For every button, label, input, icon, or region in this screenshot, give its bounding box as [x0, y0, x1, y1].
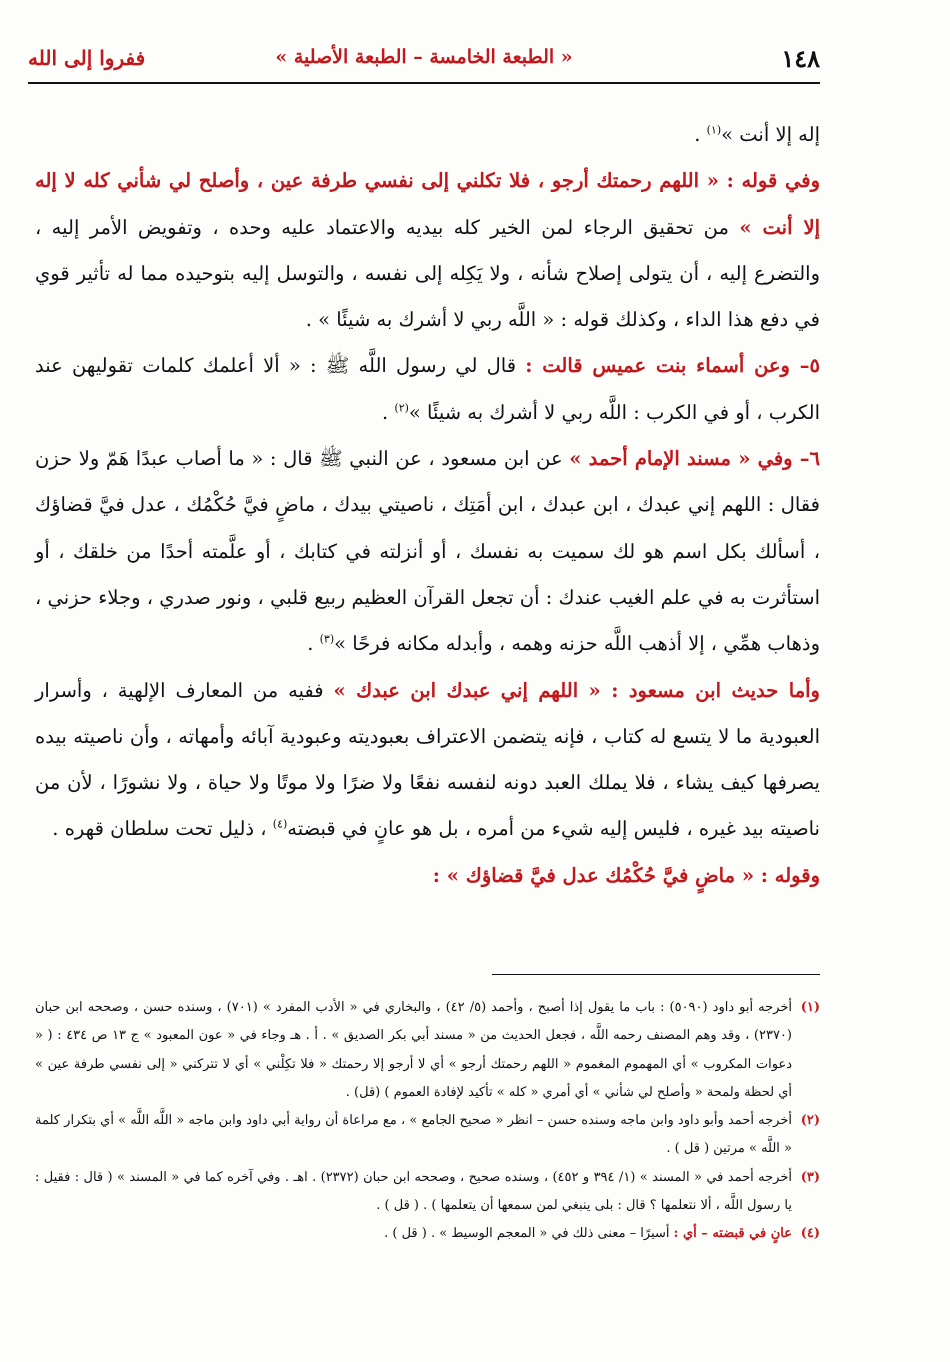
footnote-ref-3[interactable]: (٣) — [319, 632, 335, 646]
main-text — [35, 112, 820, 899]
footnote-ref-1[interactable]: (١) — [706, 123, 722, 137]
footnotes — [35, 994, 820, 1249]
highlighted-heading: ٥– وعن أسماء بنت عميس قالت : — [525, 354, 820, 378]
footnote-4: (٤) عانٍ في قبضته – أي : أسيرًا – معنى ذلك في « المعجم الوسيط » . ( قل ) . — [35, 1220, 820, 1248]
paragraph-5: وأما حديث ابن مسعود : « اللهم إني عبدك ابن عبدك » ففيه من المعارف الإلهية ، وأسرار العبودية ما لا يتسع له كتاب ، فإنه يتضمن الاعتراف بعبوديته وعبودية آبائه وأمهاته ، وأن ناصيته بيده يصرفها كيف يشاء ، فلا يملك العبد دونه لنفسه نفعًا ولا ضرًا ولا موتًا ولا حياة ، ولا نشورًا ، لأن من ناصيته بيد غيره ، فليس إليه شيء من أمره ، بل هو عانٍ في قبضته$^{(٤)}$ ، ذليل تحت سلطان قهره . — [35, 678, 820, 841]
footnote-number: (٤) — [800, 1226, 820, 1242]
book-title: ففروا إلى الله — [28, 46, 146, 70]
edition-label: « الطبعة الخامسة – الطبعة الأصلية » — [275, 46, 573, 68]
footnote-ref-2[interactable]: (٢) — [394, 401, 409, 415]
header-divider — [28, 82, 820, 84]
footnote-number: (٣) — [800, 1169, 820, 1185]
footnote-number: (١) — [800, 1000, 820, 1015]
paragraph-3: ٥– وعن أسماء بنت عميس قالت : قال لي رسول اللَّه ﷺ : « ألا أعلمك كلمات تقوليهن عند الكرب ، أو في الكرب : اللَّه ربي لا أشرك به شيئًا »$^{(٢)}$ . — [35, 354, 820, 424]
paragraph-1: إله إلا أنت »$^{(١)}$ . — [694, 123, 820, 146]
footnote-2: (٢) أخرجه أحمد وأبو داود وابن ماجه وسنده حسن – انظر « صحيح الجامع » ، مع مراعاة أن رواية أبي داود وابن ماجه « اللَّه اللَّه » أي بتكرار كلمة « اللَّه » مرتين ( قل ) . — [35, 1107, 820, 1164]
highlighted-quote: وفي قوله : « اللهم رحمتك أرجو ، فلا تكلني إلى نفسي طرفة عين ، وأصلح لي شأني كله لا إله إلا أنت » — [35, 169, 821, 239]
footnote-ref-4[interactable]: (٤) — [272, 817, 288, 831]
paragraph-6 — [35, 853, 820, 899]
highlighted-heading: ٦– وفي « مسند الإمام أحمد » — [569, 447, 820, 471]
footnote-divider — [492, 974, 820, 975]
footnote-3: (٣) أخرجه أحمد في « المسند » (١/ ٣٩٤ و ٤٥٢) ، وسنده صحيح ، وصححه ابن حبان (٢٣٧٢) . اهـ . وفي آخره كما في « المسند » ( قال : فقيل : يا رسول اللَّه ، ألا نتعلمها ؟ قال : بلى ينبغي لمن سمعها أن يتعلمها ) . ( قل ) . — [35, 1164, 820, 1221]
highlighted-heading: وقوله : « ماضٍ فيَّ حُكْمُك عدل فيَّ قضاؤك » : — [432, 863, 820, 887]
footnote-1: (١) أخرجه أبو داود (٥٠٩٠) : باب ما يقول إذا أصبح ، وأحمد (٥/ ٤٢) ، والبخاري في « الأدب المفرد » (٧٠١) ، وسنده حسن ، وصححه ابن حبان (٢٣٧٠) ، وقد وهم المصنف رحمه اللَّه ، فجعل الحديث من « مسند أبي بكر الصديق » . أ . هـ وجاء في « عون المعبود » ج ١٣ ص ٤٣٤ : ( « دعوات المكروب » أي المهموم المغموم « اللهم رحمتك أرجو » أي لا أرجو إلا رحمتك « فلا تكِلْني » أي لا تتركني « إلى نفسي طرفة عين » أي لحظة ولمحة « وأصلح لي شأني » أي أمري « كله » تأكيد لإفادة العموم ) (قل) . — [35, 994, 820, 1107]
page-header — [28, 40, 820, 80]
paragraph-2: وفي قوله : « اللهم رحمتك أرجو ، فلا تكلني إلى نفسي طرفة عين ، وأصلح لي شأني كله لا إله إلا أنت » من تحقيق الرجاء لمن الخير كله بيديه والاعتماد عليه وحده ، وتفويض الأمر إليه ، والتضرع إليه ، أن يتولى إصلاح شأنه ، ولا يَكِله إلى نفسه ، والتوسل إليه بتوحيده مما له تأثير قوي في دفع هذا الداء ، وكذلك قوله : « اللَّه ربي لا أشرك به شيئًا » . — [35, 169, 821, 332]
highlighted-heading: وأما حديث ابن مسعود : « اللهم إني عبدك ابن عبدك » — [333, 678, 820, 702]
footnote-term: عانٍ في قبضته – أي : — [673, 1226, 792, 1242]
page-number: ١٤٨ — [781, 44, 820, 73]
paragraph-4: ٦– وفي « مسند الإمام أحمد » عن ابن مسعود ، عن النبي ﷺ قال : « ما أصاب عبدًا هَمّ ولا حزن فقال : اللهم إني عبدك ، ابن عبدك ، ابن أمَتِك ، ناصيتي بيدك ، ماضٍ فيَّ حُكْمُك ، عدل فيَّ قضاؤك ، أسألك بكل اسم هو لك سميت به نفسك ، أو أنزلته في كتابك ، أو علَّمته أحدًا من خلقك ، أو استأثرت به في علم الغيب عندك : أن تجعل القرآن العظيم ربيع قلبي ، ونور صدري ، وجلاء حزني ، وذهاب همِّي ، إلا أذهب اللَّه حزنه وهمه ، وأبدله مكانه فرحًا »$^{(٣)}$ . — [35, 447, 820, 656]
footnote-number: (٢) — [800, 1113, 820, 1129]
